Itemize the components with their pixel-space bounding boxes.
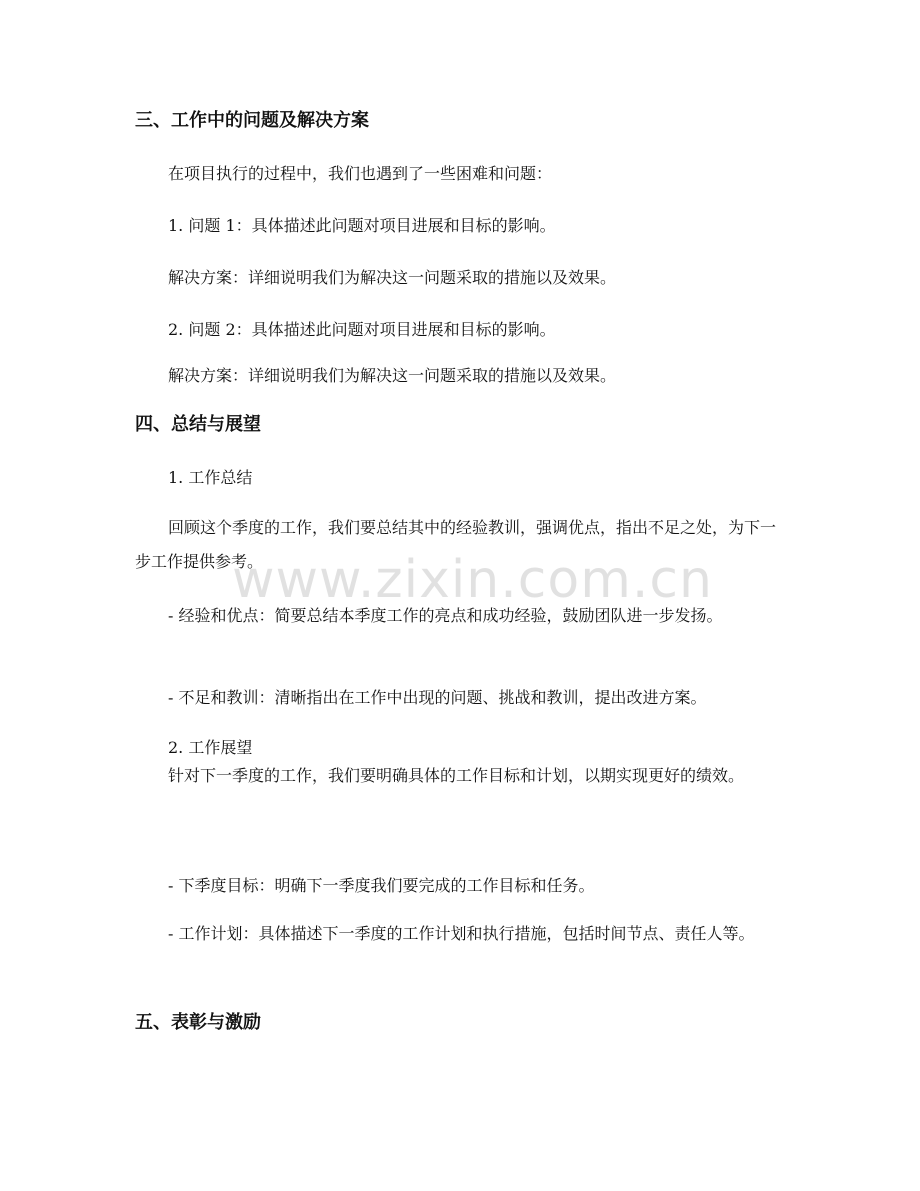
- s3-problem-1: 1. 问题 1：具体描述此问题对项目进展和目标的影响。: [168, 216, 556, 235]
- s4-work-summary-text: 回顾这个季度的工作，我们要总结其中的经验教训，强调优点，指出不足之处，为下一步工作提供参考。: [135, 518, 777, 571]
- s4-weaknesses-item: - 不足和教训：清晰指出在工作中出现的问题、挑战和教训，提出改进方案。: [168, 688, 707, 707]
- s3-solution-2: 解决方案：详细说明我们为解决这一问题采取的措施以及效果。: [168, 366, 617, 385]
- s4-outlook-text: 针对下一季度的工作，我们要明确具体的工作目标和计划，以期实现更好的绩效。: [168, 766, 745, 785]
- s3-problem-2: 2. 问题 2：具体描述此问题对项目进展和目标的影响。: [168, 320, 556, 339]
- s4-outlook-label: 2. 工作展望: [168, 738, 253, 757]
- s4-strengths-item: - 经验和优点：简要总结本季度工作的亮点和成功经验，鼓励团队进一步发扬。: [168, 606, 723, 625]
- section-4-heading: 四、总结与展望: [135, 414, 261, 435]
- s4-work-plan: - 工作计划：具体描述下一季度的工作计划和执行措施，包括时间节点、责任人等。: [168, 924, 755, 943]
- watermark: www.zixin.com.cn: [232, 550, 713, 610]
- section-3-heading: 三、工作中的问题及解决方案: [135, 110, 369, 131]
- s4-next-quarter-goal: - 下季度目标：明确下一季度我们要完成的工作目标和任务。: [168, 876, 595, 895]
- s3-solution-1: 解决方案：详细说明我们为解决这一问题采取的措施以及效果。: [168, 268, 617, 287]
- s3-paragraph-intro: 在项目执行的过程中，我们也遇到了一些困难和问题：: [168, 164, 553, 183]
- section-5-heading: 五、表彰与激励: [135, 1012, 261, 1033]
- s4-work-summary-label: 1. 工作总结: [168, 468, 253, 487]
